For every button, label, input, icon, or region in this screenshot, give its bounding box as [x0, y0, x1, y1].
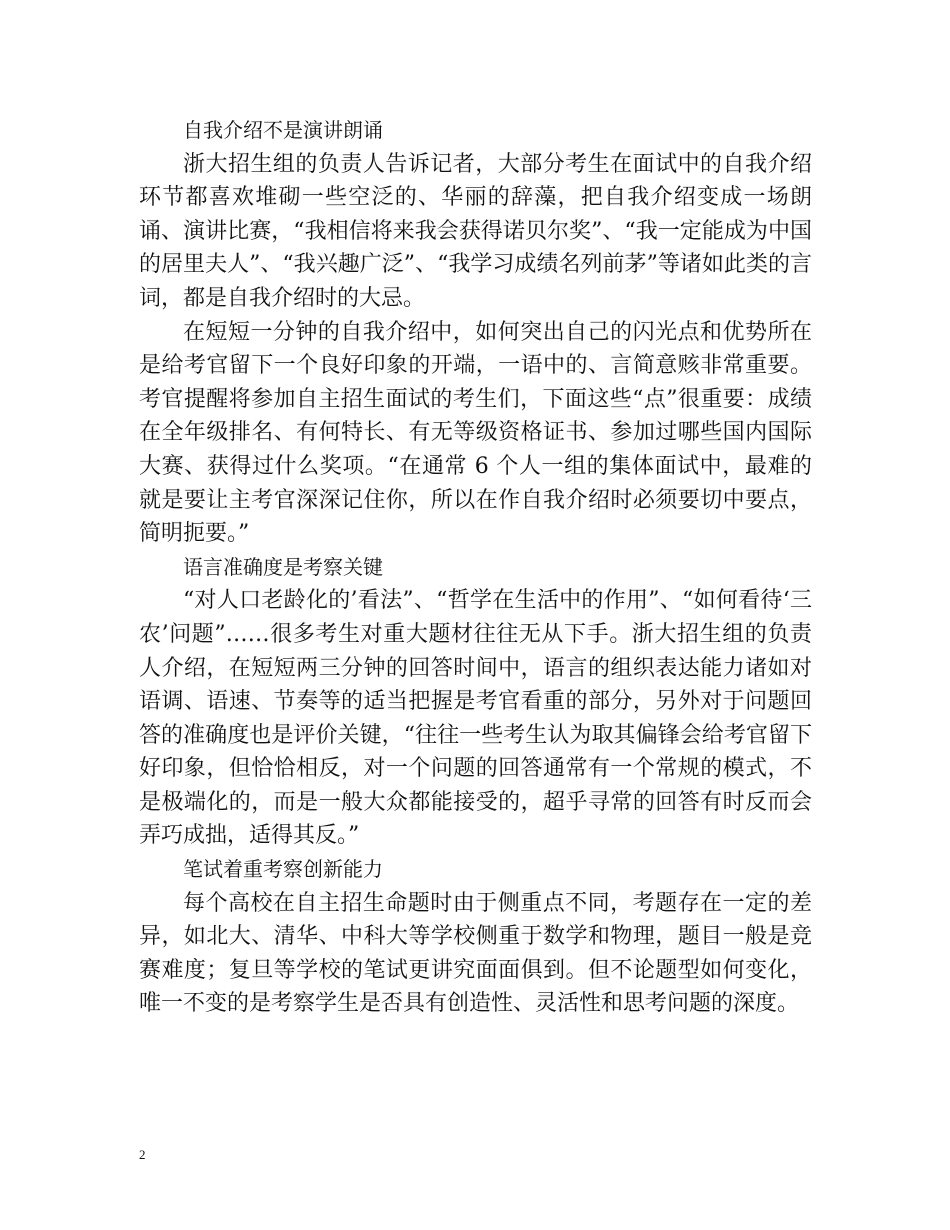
section-heading: 自我介绍不是演讲朗诵 — [183, 118, 383, 142]
paragraph: “对人口老龄化的’看法”、“哲学在生活中的作用”、“如何看待‘三农’问题”……很多考生对重大题材往往无从下手。浙大招生组的负责人介绍，在短短两三分钟的回答时间中，语言的组织表达能力诸如对语调、语速、节奏等的适当把握是考官看重的部分，另外对于问题回答的准确度也是评价关键，“往往一些考生认为取其偏锋会给考官留下好印象，但恰恰相反，对一个问题的回答通常有一个常规的模式，不是极端化的，而是一般大众都能接受的，超乎寻常的回答有时反而会弄巧成拙，适得其反。” — [139, 588, 812, 849]
page-number: 2 — [139, 1147, 146, 1162]
paragraph: 浙大招生组的负责人告诉记者，大部分考生在面试中的自我介绍环节都喜欢堆砌一些空泛的、华丽的辞藻，把自我介绍变成一场朗诵、演讲比赛，“我相信将来我会获得诺贝尔奖”、“我一定能成为中国的居里夫人”、“我兴趣广泛”、“我学习成绩名列前茅”等诸如此类的言词，都是自我介绍时的大忌。 — [139, 151, 812, 311]
section-heading: 语言准确度是考察关键 — [183, 554, 383, 579]
paragraph: 每个高校在自主招生命题时由于侧重点不同，考题存在一定的差异，如北大、清华、中科大等学校侧重于数学和物理，题目一般是竞赛难度；复旦等学校的笔试更讲究面面俱到。但不论题型如何变化，唯一不变的是考察学生是否具有创造性、灵活性和思考问题的深度。 — [139, 890, 812, 1017]
section-heading: 笔试着重考察创新能力 — [183, 857, 383, 882]
document-body — [139, 114, 812, 1021]
paragraph: 在短短一分钟的自我介绍中，如何突出自己的闪光点和优势所在是给考官留下一个良好印象的开端，一语中的、言简意赅非常重要。考官提醒将参加自主招生面试的考生们，下面这些“点”很重要：成绩在全年级排名、有何特长、有无等级资格证书、参加过哪些国内国际大赛、获得过什么奖项。“在通常 6 个人一组的集体面试中，最难的就是要让主考官深深记住你，所以在作自我介绍时必须要切中要点，简明扼要。” — [139, 319, 812, 547]
